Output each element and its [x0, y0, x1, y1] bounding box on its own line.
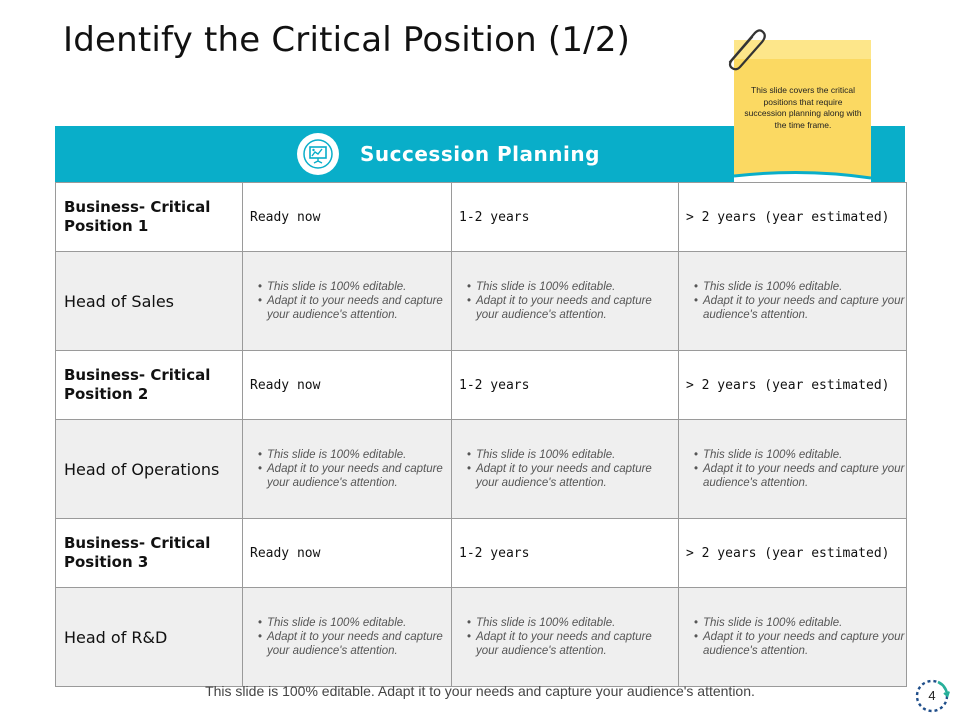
note-bullet: • Adapt it to your needs and capture your audience's attention. [695, 630, 905, 658]
note-cell [243, 252, 452, 351]
presentation-board-icon [297, 133, 339, 175]
note-bullet: • Adapt it to your needs and capture your audience's attention. [259, 294, 450, 322]
timeframe-cell: 1-2 years [452, 183, 679, 252]
sticky-note-curl [734, 166, 871, 182]
table-row [56, 252, 907, 351]
note-bullet: • Adapt it to your needs and capture your audience's attention. [468, 462, 677, 490]
note-bullet: • Adapt it to your needs and capture your audience's attention. [468, 630, 677, 658]
role-label: Head of R&D [56, 588, 243, 687]
note-cell [452, 252, 679, 351]
note-bullet: • This slide is 100% editable. [695, 616, 905, 630]
page-number: 4 [928, 688, 936, 703]
note-bullet: • This slide is 100% editable. [259, 448, 450, 462]
timeframe-cell: 1-2 years [452, 519, 679, 588]
table-row [56, 183, 907, 252]
note-bullet: • Adapt it to your needs and capture your audience's attention. [259, 630, 450, 658]
table-row [56, 519, 907, 588]
note-cell [243, 588, 452, 687]
paperclip-icon [718, 22, 768, 72]
timeframe-cell: Ready now [243, 519, 452, 588]
sticky-note-text: This slide covers the critical positions that require succession planning along with the time frame. [744, 85, 862, 130]
position-label: Business- Critical Position 1 [56, 183, 243, 252]
succession-table [55, 182, 907, 687]
note-bullet: • Adapt it to your needs and capture your audience's attention. [259, 462, 450, 490]
note-cell [452, 588, 679, 687]
note-cell [452, 420, 679, 519]
note-bullet: • This slide is 100% editable. [468, 448, 677, 462]
note-bullet: • This slide is 100% editable. [259, 280, 450, 294]
note-cell [679, 588, 907, 687]
position-label: Business- Critical Position 3 [56, 519, 243, 588]
note-bullet: • This slide is 100% editable. [695, 280, 905, 294]
note-bullet: • This slide is 100% editable. [259, 616, 450, 630]
table-row [56, 351, 907, 420]
note-bullet: • This slide is 100% editable. [468, 616, 677, 630]
timeframe-cell: 1-2 years [452, 351, 679, 420]
table-row [56, 420, 907, 519]
timeframe-cell: > 2 years (year estimated) [679, 519, 907, 588]
banner-title: Succession Planning [360, 142, 600, 166]
note-bullet: • Adapt it to your needs and capture your audience's attention. [468, 294, 677, 322]
note-bullet: • Adapt it to your needs and capture your audience's attention. [695, 462, 905, 490]
position-label: Business- Critical Position 2 [56, 351, 243, 420]
timeframe-cell: Ready now [243, 351, 452, 420]
timeframe-cell: > 2 years (year estimated) [679, 183, 907, 252]
table-row [56, 588, 907, 687]
note-bullet: • This slide is 100% editable. [468, 280, 677, 294]
note-cell [679, 252, 907, 351]
note-cell [679, 420, 907, 519]
note-bullet: • Adapt it to your needs and capture your audience's attention. [695, 294, 905, 322]
role-label: Head of Sales [56, 252, 243, 351]
role-label: Head of Operations [56, 420, 243, 519]
timeframe-cell: Ready now [243, 183, 452, 252]
slide-title: Identify the Critical Position (1/2) [63, 20, 631, 60]
timeframe-cell: > 2 years (year estimated) [679, 351, 907, 420]
note-cell [243, 420, 452, 519]
footer-text: This slide is 100% editable. Adapt it to your needs and capture your audience's attention. [205, 683, 755, 699]
note-bullet: • This slide is 100% editable. [695, 448, 905, 462]
